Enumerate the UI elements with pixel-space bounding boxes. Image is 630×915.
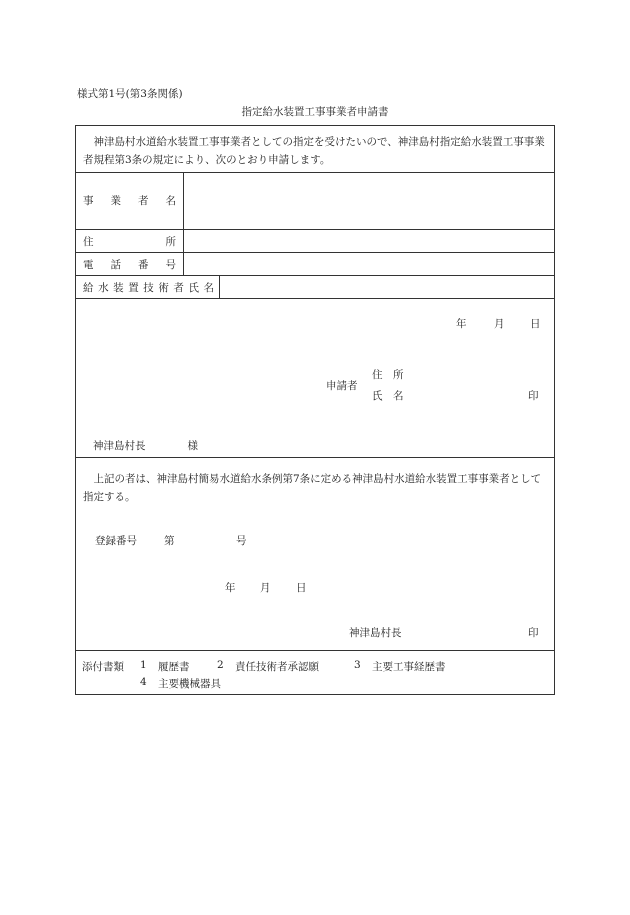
application-date-day: 日 (530, 318, 541, 330)
attachment-number: 4 (140, 676, 147, 688)
label-column-divider (183, 172, 184, 275)
divider (76, 650, 554, 651)
attachment-name: 履歴書 (158, 661, 190, 673)
label-char: 名 (203, 282, 214, 294)
label-char: 技 (143, 282, 154, 294)
issuer-title: 神津島村長 (349, 627, 402, 639)
application-form (75, 125, 555, 695)
form-number: 様式第1号(第3条関係) (77, 88, 183, 100)
divider (76, 457, 554, 458)
application-date-year: 年 (456, 318, 467, 330)
registration-prefix: 第 (164, 535, 175, 547)
label-char: 氏 (188, 282, 199, 294)
registration-suffix: 号 (236, 535, 247, 547)
application-statement: 神津島村水道給水装置工事事業者としての指定を受けたいので、神津島村指定給水装置工事事業者規程第3条の規定により、次のとおり申請します。 (83, 136, 545, 166)
label-char: 住 (83, 236, 94, 248)
application-date-month: 月 (494, 318, 505, 330)
label-char: 置 (128, 282, 139, 294)
applicant-address-label: 住 所 (372, 369, 404, 381)
engineer-column-divider (219, 275, 220, 298)
label-char: 水 (98, 282, 109, 294)
phone-label (83, 257, 176, 272)
registration-number-label: 登録番号 (95, 535, 137, 547)
label-char: 術 (158, 282, 169, 294)
attachment-name: 責任技術者承認願 (235, 661, 319, 673)
attachments-label: 添付書類 (82, 661, 124, 673)
engineer-label (83, 280, 214, 295)
attachment-number: 3 (354, 659, 361, 671)
applicant-seal-mark: 印 (528, 390, 539, 402)
divider (76, 298, 554, 299)
document-title: 指定給水装置工事事業者申請書 (241, 106, 389, 118)
divider (76, 229, 554, 230)
designation-statement: 上記の者は、神津島村簡易水道給水条例第7条に定める神津島村水道給水装置工事事業者として指定する。 (83, 473, 542, 503)
label-char: 号 (165, 259, 176, 271)
applicant-name-label: 氏 名 (372, 390, 404, 402)
address-label (83, 234, 176, 249)
label-char: 者 (138, 195, 149, 207)
divider (76, 252, 554, 253)
attachment-name: 主要工事経歴書 (372, 661, 446, 673)
label-char: 所 (165, 236, 176, 248)
designation-date-year: 年 (225, 582, 236, 594)
label-char: 事 (83, 195, 94, 207)
label-char: 者 (173, 282, 184, 294)
applicant-label: 申請者 (326, 380, 358, 392)
designation-date-day: 日 (296, 582, 307, 594)
divider (76, 275, 554, 276)
attachment-number: 1 (140, 659, 147, 671)
divider (76, 172, 554, 173)
label-char: 給 (83, 282, 94, 294)
issuer-seal-mark: 印 (528, 627, 539, 639)
label-char: 装 (113, 282, 124, 294)
label-char: 業 (110, 195, 121, 207)
label-char: 電 (83, 259, 94, 271)
designation-date-month: 月 (260, 582, 271, 594)
label-char: 名 (165, 195, 176, 207)
addressee: 神津島村長 様 (93, 440, 198, 452)
business-name-label (83, 193, 176, 208)
attachment-number: 2 (217, 659, 224, 671)
label-char: 番 (138, 259, 149, 271)
attachment-name: 主要機械器具 (158, 678, 221, 690)
label-char: 話 (110, 259, 121, 271)
